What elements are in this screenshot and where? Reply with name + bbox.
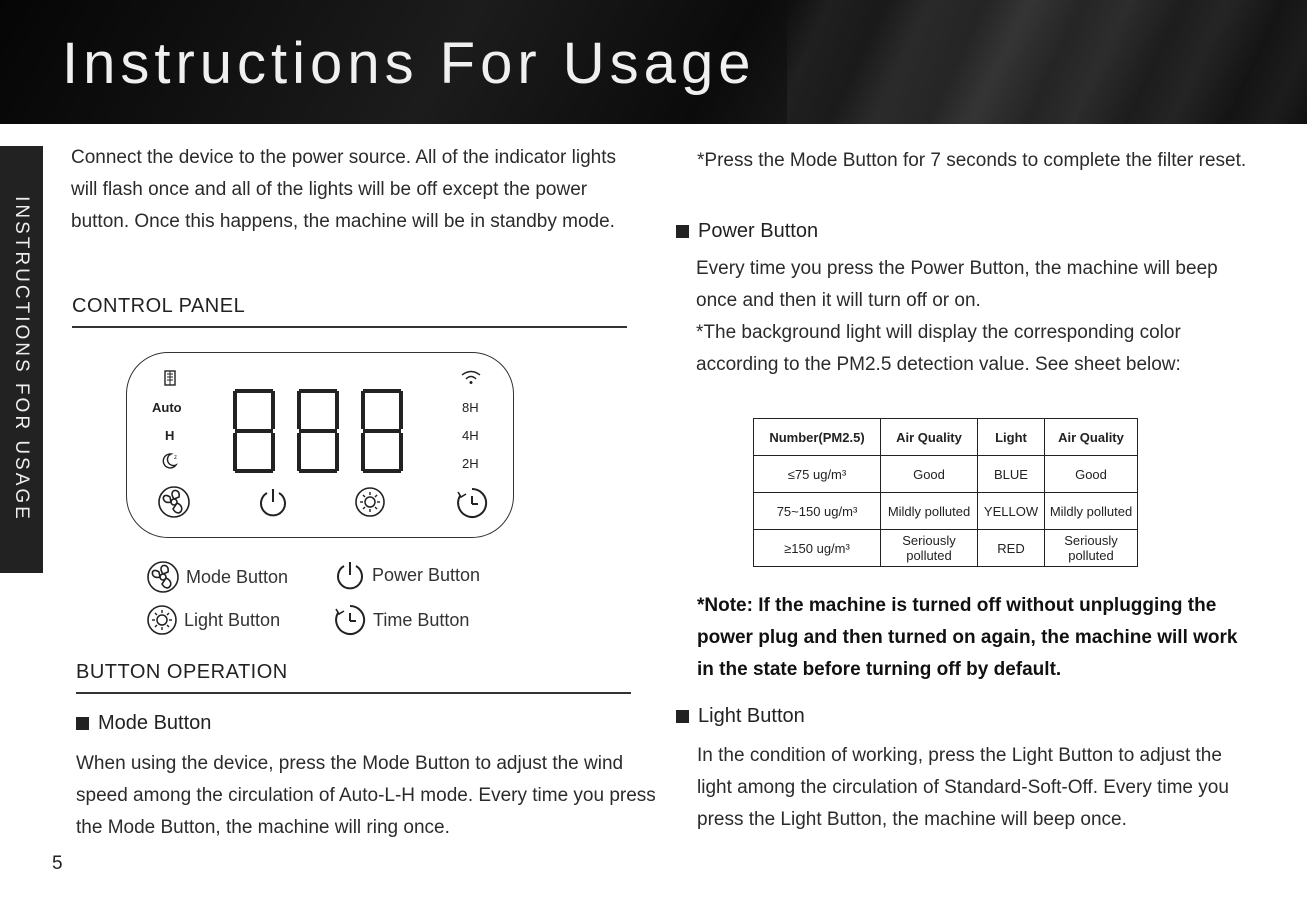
bullet-square-icon: [76, 717, 89, 730]
page-title: Instructions For Usage: [62, 31, 756, 96]
timer-icon: [333, 603, 367, 637]
timer-8h-indicator: 8H: [462, 400, 479, 415]
high-indicator: H: [165, 428, 175, 443]
bullet-square-icon: [676, 710, 689, 723]
air-quality-table: [753, 418, 1138, 567]
fan-icon: [146, 560, 180, 594]
light-sun-icon: [146, 604, 178, 636]
table-cell: ≤75 ug/m³: [754, 456, 881, 493]
light-button-paragraph: In the condition of working, press the Light Button to adjust the light among the circulation of Standard-Soft-Off. Every time you press the Light Button, the machine will beep once.: [697, 745, 1229, 830]
legend-mode-label: Mode Button: [186, 566, 289, 587]
filter-icon: [162, 369, 178, 387]
mode-button-heading: [76, 712, 211, 735]
control-panel-heading: CONTROL PANEL: [72, 295, 246, 317]
fan-icon[interactable]: [157, 485, 191, 519]
table-header: Number(PM2.5): [754, 419, 881, 456]
light-sun-icon[interactable]: [354, 486, 386, 518]
legend-light-label: Light Button: [184, 609, 281, 630]
svg-text:z: z: [174, 455, 177, 461]
table-cell: Seriously polluted: [1045, 530, 1138, 567]
light-button-heading: [676, 705, 805, 728]
power-button-paragraph-1: Every time you press the Power Button, the machine will beep once and then it will turn off or on.: [696, 258, 1218, 311]
timer-icon[interactable]: [455, 486, 489, 520]
side-tab-label: INSTRUCTIONS FOR USAGE: [11, 196, 32, 522]
table-cell: BLUE: [978, 456, 1045, 493]
table-cell: Mildly polluted: [1045, 493, 1138, 530]
timer-2h-indicator: 2H: [462, 456, 479, 471]
table-cell: 75~150 ug/m³: [754, 493, 881, 530]
note-paragraph: *Note: If the machine is turned off without unplugging the power plug and then turned on again, the machine will work in the state before turning off by default.: [697, 595, 1238, 680]
mode-button-heading-text: Mode Button: [98, 712, 212, 734]
table-row: [754, 493, 1138, 530]
table-cell: Mildly polluted: [881, 493, 978, 530]
legend-light: [146, 604, 280, 636]
filter-reset-paragraph: *Press the Mode Button for 7 seconds to complete the filter reset.: [697, 150, 1247, 171]
mode-button-paragraph: When using the device, press the Mode Button to adjust the wind speed among the circulation of Auto-L-H mode. Every time you press the Mode Button, the machine will ring once.: [76, 753, 656, 838]
table-cell: Good: [881, 456, 978, 493]
control-panel-display: [126, 352, 514, 538]
light-button-heading-text: Light Button: [698, 705, 805, 727]
legend-mode: [146, 560, 288, 594]
power-button-heading-text: Power Button: [698, 220, 819, 242]
table-header: Light: [978, 419, 1045, 456]
header-banner: [0, 0, 1307, 124]
button-operation-heading: BUTTON OPERATION: [76, 661, 288, 683]
power-icon[interactable]: [257, 486, 289, 518]
digital-display: [233, 389, 409, 473]
power-button-heading: [676, 220, 818, 243]
power-icon: [334, 559, 366, 591]
legend-power: [334, 559, 480, 591]
legend-time-label: Time Button: [373, 609, 470, 630]
legend-time: [333, 603, 469, 637]
wifi-icon: [460, 369, 482, 385]
bullet-square-icon: [676, 225, 689, 238]
page-number: 5: [52, 853, 63, 874]
table-cell: Seriously polluted: [881, 530, 978, 567]
power-button-paragraph-2: *The background light will display the corresponding color according to the PM2.5 detection value. See sheet below:: [696, 322, 1181, 375]
sleep-moon-icon: [159, 451, 181, 471]
timer-4h-indicator: 4H: [462, 428, 479, 443]
table-cell: Good: [1045, 456, 1138, 493]
table-header: Air Quality: [881, 419, 978, 456]
legend-power-label: Power Button: [372, 564, 481, 585]
intro-paragraph: Connect the device to the power source. All of the indicator lights will flash once and all of the lights will be off except the power button. Once this happens, the machine will be in standby mode.: [71, 147, 616, 232]
table-cell: RED: [978, 530, 1045, 567]
table-cell: ≥150 ug/m³: [754, 530, 881, 567]
button-operation-rule: [76, 692, 631, 694]
table-cell: YELLOW: [978, 493, 1045, 530]
auto-indicator: Auto: [152, 400, 182, 415]
table-header-row: [754, 419, 1138, 456]
table-row: [754, 530, 1138, 567]
table-header: Air Quality: [1045, 419, 1138, 456]
control-panel-rule: [72, 326, 627, 328]
table-row: [754, 456, 1138, 493]
